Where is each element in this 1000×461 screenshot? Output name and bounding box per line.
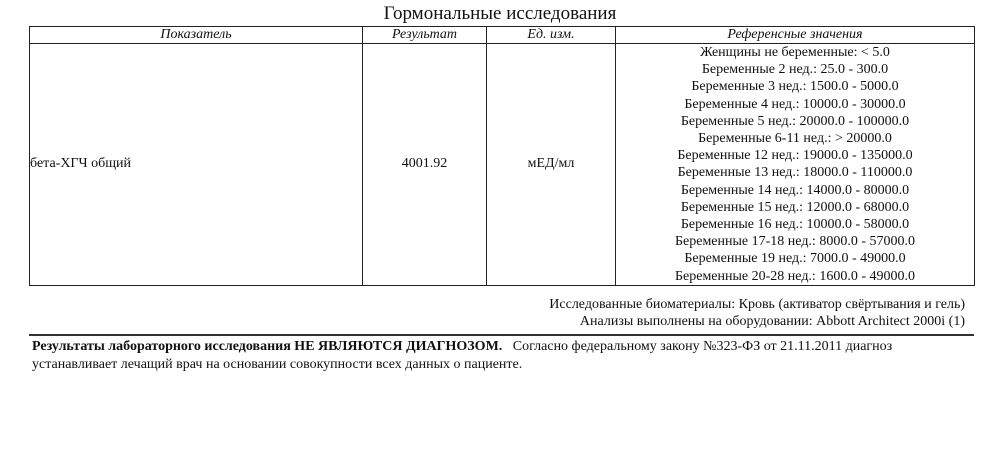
table-header-row (30, 27, 975, 44)
results-table (29, 26, 975, 286)
reference-line: Беременные 14 нед.: 14000.0 - 80000.0 (680, 182, 910, 198)
reference-line: Беременные 3 нед.: 1500.0 - 5000.0 (691, 79, 899, 95)
section-title: Гормональные исследования (383, 3, 617, 24)
reference-line: Беременные 16 нед.: 10000.0 - 58000.0 (680, 217, 910, 233)
result-value: 4001.92 (363, 44, 487, 286)
reference-line: Беременные 4 нед.: 10000.0 - 30000.0 (684, 96, 906, 112)
reference-line: Беременные 2 нед.: 25.0 - 300.0 (701, 62, 889, 78)
divider (29, 334, 974, 336)
reference-line: Беременные 13 нед.: 18000.0 - 110000.0 (677, 165, 913, 181)
table-row (30, 44, 975, 286)
disclaimer-text: Согласно федеральному закону №323-ФЗ от 21.11.2011 диагноз устанавливает лечащий врач на основании совокупности всех данных о пациенте. (32, 339, 893, 372)
unit-value: мЕД/мл (487, 44, 616, 286)
header-indicator: Показатель (30, 27, 363, 44)
reference-line: Беременные 17-18 нед.: 8000.0 - 57000.0 (674, 234, 915, 250)
reference-line: Беременные 6-11 нед.: > 20000.0 (698, 131, 892, 147)
reference-line: Беременные 12 нед.: 19000.0 - 135000.0 (677, 148, 913, 164)
reference-line: Беременные 5 нед.: 20000.0 - 100000.0 (680, 113, 910, 129)
disclaimer-bold: Результаты лабораторного исследования НЕ ЯВЛЯЮТСЯ ДИАГНОЗОМ. (32, 339, 503, 354)
reference-line: Беременные 20-28 нед.: 1600.0 - 49000.0 (674, 268, 915, 284)
header-unit: Ед. изм. (487, 27, 616, 44)
header-result: Результат (363, 27, 487, 44)
reference-line: Беременные 19 нед.: 7000.0 - 49000.0 (684, 251, 906, 267)
reference-values (616, 44, 975, 286)
reference-line: Женщины не беременные: < 5.0 (700, 45, 890, 60)
reference-line: Беременные 15 нед.: 12000.0 - 68000.0 (680, 199, 910, 215)
indicator-name: бета-ХГЧ общий (30, 44, 363, 286)
header-reference: Референсные значения (616, 27, 975, 44)
equipment-note: Анализы выполнены на оборудовании: Abbott Architect 2000i (1) (579, 314, 965, 329)
biomaterials-note: Исследованные биоматериалы: Кровь (активатор свёртывания и гель) (549, 297, 965, 312)
disclaimer (32, 338, 977, 374)
